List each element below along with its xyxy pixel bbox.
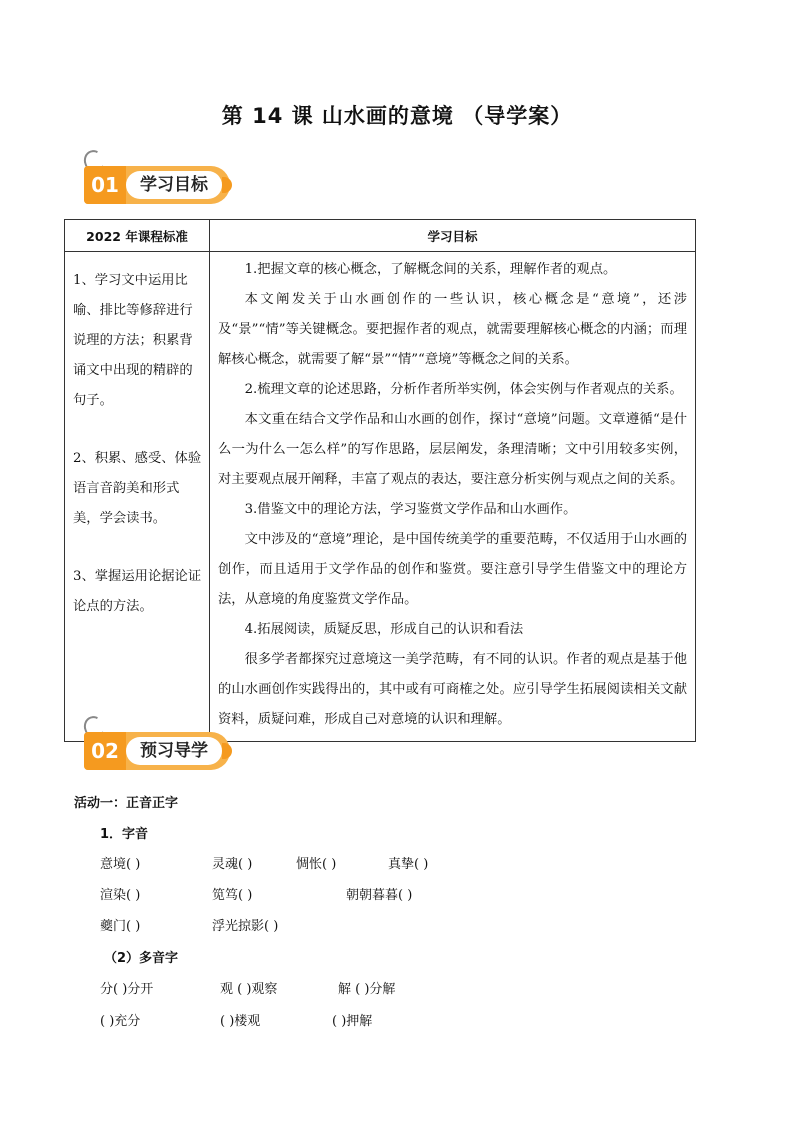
poly-item: ( )楼观: [220, 1014, 261, 1029]
section-label: 学习目标: [126, 171, 222, 199]
pron-item: 夔门( ): [100, 919, 141, 934]
standard-item: 3、掌握运用论据论证论点的方法。: [73, 569, 202, 614]
poly-item: ( )押解: [332, 1014, 373, 1029]
section-number: 02: [84, 732, 126, 770]
goals-table: [64, 219, 696, 742]
goal-heading: 4.拓展阅读，质疑反思，形成自己的认识和看法: [244, 622, 524, 637]
pron-item: 灵魂( ): [212, 857, 253, 872]
header-goals: 学习目标: [210, 220, 696, 252]
section-label: 预习导学: [126, 737, 222, 765]
pron-item: 惆怅( ): [296, 857, 337, 872]
section-badge-preview: [84, 716, 234, 778]
pron-item: 意境( ): [100, 857, 141, 872]
activity-title: 活动一：正音正字: [74, 796, 179, 811]
goal-text: 本文阐发关于山水画创作的一些认识，核心概念是“意境”，还涉及“景”“情”等关键概念。要把握作者的观点，就需要理解核心概念的内涵；而理解核心概念，就需要了解“景”“情”“意境”等概念之间的关系。: [218, 292, 687, 367]
pron-item: 浮光掠影( ): [212, 919, 279, 934]
subheading-polyphones: （2）多音字: [104, 951, 179, 966]
goal-text: 本文重在结合文学作品和山水画的创作，探讨“意境”问题。文章遵循“是什么一为什么一怎么样”的写作思路，层层阐发，条理清晰；文中引用较多实例，对主要观点展开阐释，丰富了观点的表达，要注意分析实例与观点之间的关系。: [218, 412, 687, 487]
table-row: [65, 252, 696, 742]
section-number: 01: [84, 166, 126, 204]
page-title: 第 14 课 山水画的意境 （导学案）: [221, 104, 573, 128]
header-standard: 2022 年课程标准: [65, 220, 210, 252]
poly-item: 分( )分开: [100, 982, 154, 997]
table-header-row: [65, 220, 696, 252]
subheading-pronunciation: 1．字音: [100, 827, 149, 842]
standards-cell: [65, 252, 210, 742]
goal-heading: 1.把握文章的核心概念，了解概念间的关系，理解作者的观点。: [244, 262, 617, 277]
poly-item: 观 ( )观察: [220, 982, 278, 997]
goals-cell: [210, 252, 696, 742]
goal-text: 很多学者都探究过意境这一美学范畴，有不同的认识。作者的观点是基于他的山水画创作实践得出的，其中或有可商榷之处。应引导学生拓展阅读相关文献资料，质疑问难，形成自己对意境的认识和理解。: [218, 652, 687, 727]
pron-item: 笕笃( ): [212, 888, 253, 903]
poly-item: 解 ( )分解: [338, 982, 396, 997]
pron-item: 朝朝暮暮( ): [346, 888, 413, 903]
goal-text: 文中涉及的“意境”理论，是中国传统美学的重要范畴，不仅适用于山水画的创作，而且适用于文学作品的创作和鉴赏。要注意引导学生借鉴文中的理论方法，从意境的角度鉴赏文学作品。: [218, 532, 687, 607]
standard-item: 2、积累、感受、体验语言音韵美和形式美，学会读书。: [73, 451, 202, 526]
pron-item: 真挚( ): [388, 857, 429, 872]
pron-item: 渲染( ): [100, 888, 141, 903]
standard-item: 1、学习文中运用比喻、排比等修辞进行说理的方法；积累背诵文中出现的精辟的句子。: [73, 273, 193, 408]
poly-item: ( )充分: [100, 1014, 141, 1029]
section-badge-goals: [84, 150, 234, 212]
goal-heading: 2.梳理文章的论述思路，分析作者所举实例，体会实例与作者观点的关系。: [244, 382, 683, 397]
goal-heading: 3.借鉴文中的理论方法，学习鉴赏文学作品和山水画作。: [244, 502, 577, 517]
